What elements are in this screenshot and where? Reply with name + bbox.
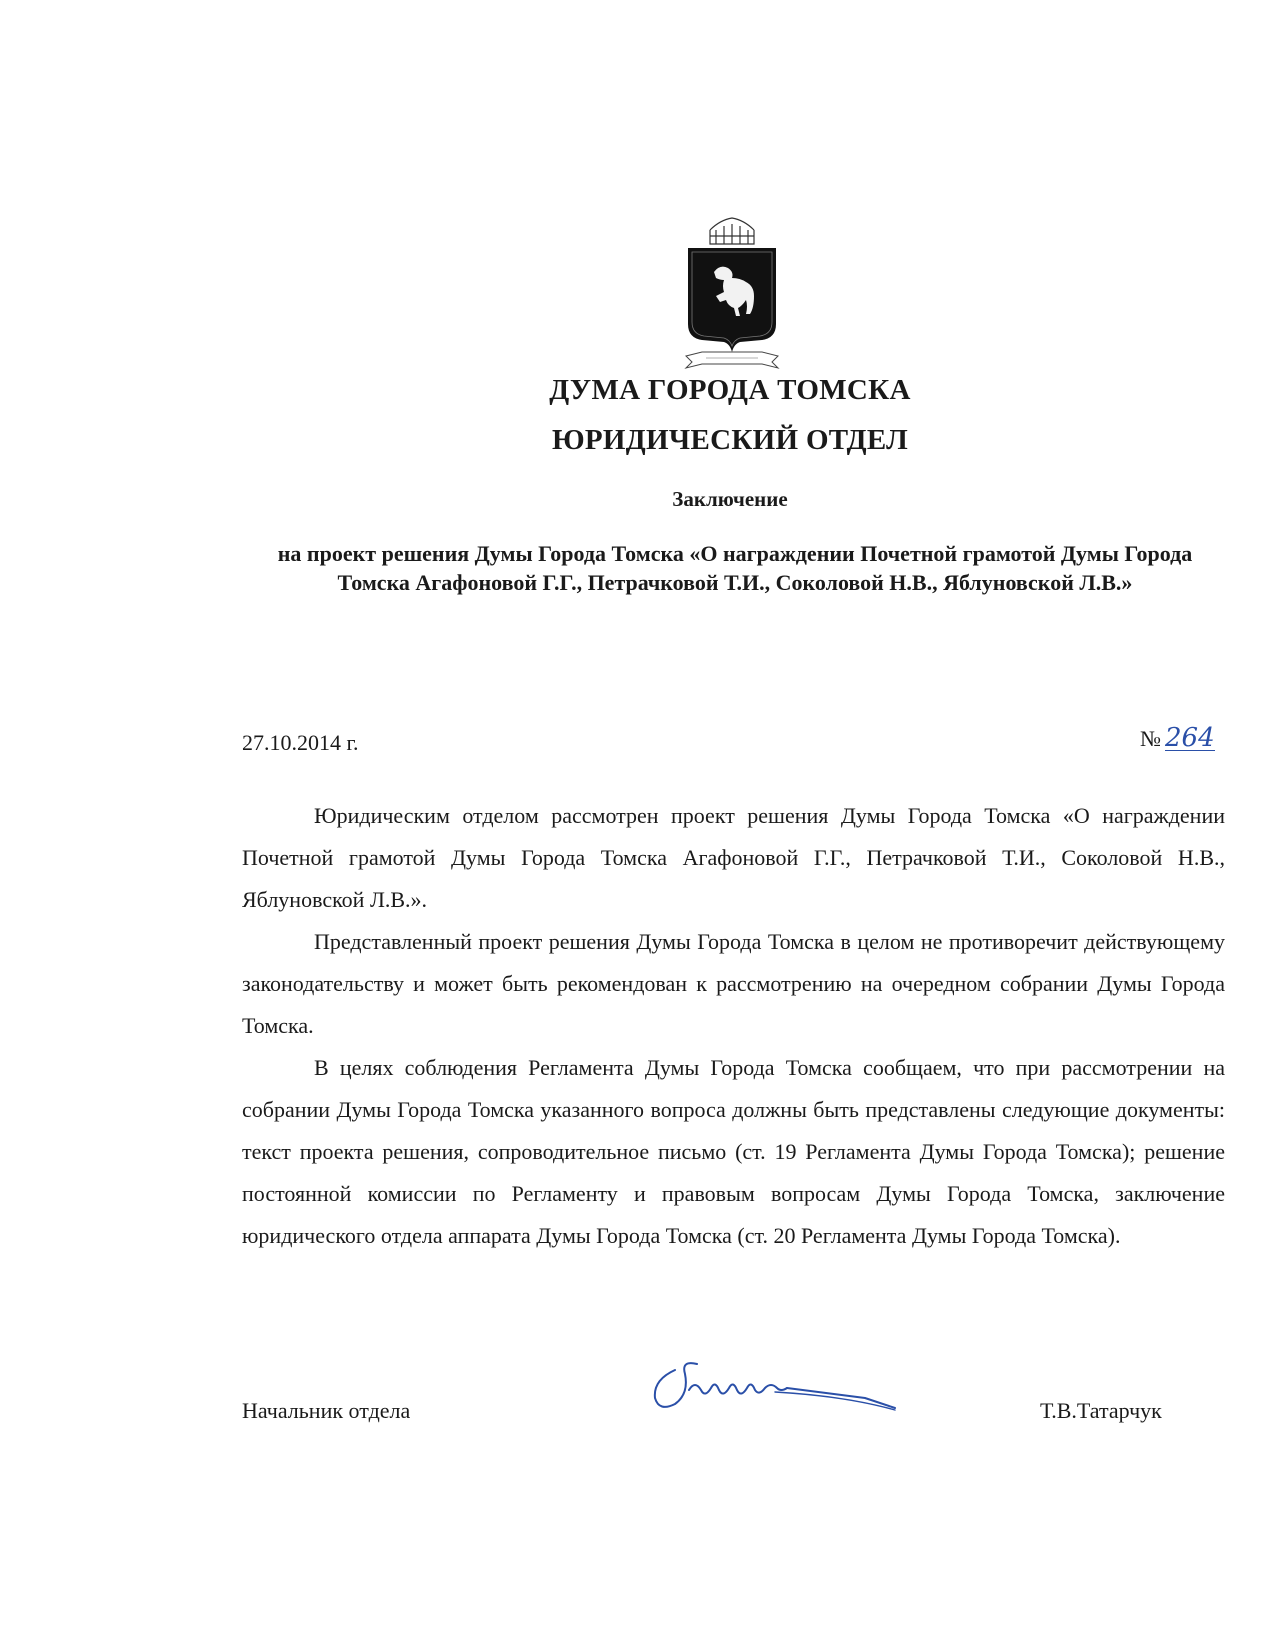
document-date: 27.10.2014 г.	[242, 730, 359, 755]
number-label: №	[1140, 726, 1161, 751]
department-name: ЮРИДИЧЕСКИЙ ОТДЕЛ	[551, 424, 909, 456]
document-type: Заключение	[672, 487, 788, 511]
signer-name: Т.В.Татарчук	[1040, 1398, 1162, 1423]
document-number	[1140, 723, 1215, 753]
number-value: 264	[1165, 723, 1215, 753]
document-body	[242, 795, 1225, 1257]
tomsk-coat-of-arms-icon	[680, 214, 784, 374]
body-paragraph: Юридическим отделом рассмотрен проект решения Думы Города Томска «О награждении Почетной грамотой Думы Города Томска Агафоновой Г.Г., Петрачковой Т.И., Соколовой Н.В., Яблуновской Л.В.».	[242, 803, 1225, 912]
signer-position: Начальник отдела	[242, 1398, 411, 1423]
body-paragraph: Представленный проект решения Думы Города Томска в целом не противоречит действующему законодательству и может быть рекомендован к рассмотрению на очередном собрании Думы Города Томска.	[242, 929, 1225, 1038]
organization-name: ДУМА ГОРОДА ТОМСКА	[549, 374, 911, 406]
body-paragraph: В целях соблюдения Регламента Думы Города Томска сообщаем, что при рассмотрении на собрании Думы Города Томска указанного вопроса должны быть представлены следующие документы: текст проекта решения, сопроводительное письмо (ст. 19 Регламента Думы Города Томска); решение постоянной комиссии по Регламенту и правовым вопросам Думы Города Томска, заключение юридического отдела аппарата Думы Города Томска (ст. 20 Регламента Думы Города Томска).	[242, 1055, 1225, 1248]
document-subject: на проект решения Думы Города Томска «О награждении Почетной грамотой Думы Города Томска Агафоновой Г.Г., Петрачковой Т.И., Соколовой Н.В., Яблуновской Л.В.»	[277, 541, 1193, 595]
handwritten-signature-icon	[645, 1350, 935, 1440]
